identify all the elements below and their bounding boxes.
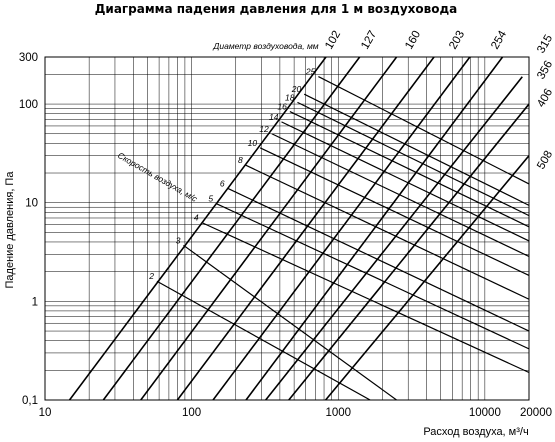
velocity-line-25 — [318, 77, 529, 184]
velocity-label-4: 4 — [193, 212, 199, 223]
diameter-label-203: 203 — [447, 28, 468, 52]
velocity-line-10 — [260, 148, 529, 276]
x-tick-label: 10 — [38, 407, 52, 419]
velocity-label-12: 12 — [259, 123, 269, 134]
chart-title: Диаграмма падения давления для 1 м воздуховода — [94, 2, 458, 16]
diameter-label-356: 356 — [535, 58, 555, 82]
velocity-label-6: 6 — [219, 178, 225, 189]
velocity-line-3 — [183, 245, 396, 400]
diameter-label-254: 254 — [489, 28, 510, 52]
diameter-label-406: 406 — [535, 86, 555, 110]
velocity-label-5: 5 — [208, 193, 214, 204]
velocity-label-2: 2 — [149, 271, 154, 282]
velocity-label-20: 20 — [291, 84, 302, 95]
diameter-label-160: 160 — [403, 28, 424, 52]
x-tick-label: 20000 — [520, 407, 552, 419]
velocity-label-10: 10 — [247, 137, 258, 148]
diameter-label-127: 127 — [359, 28, 380, 52]
series-labels — [148, 28, 555, 281]
velocity-label-16: 16 — [277, 101, 287, 112]
y-tick-label: 0,1 — [22, 395, 38, 407]
diameter-label-315: 315 — [535, 32, 555, 56]
diameter-title: Диаметр воздуховода, мм — [213, 41, 319, 51]
velocity-label-18: 18 — [284, 92, 295, 103]
velocity-label-14: 14 — [268, 111, 279, 122]
diameter-label-508: 508 — [535, 148, 555, 172]
x-axis-label: Расход воздуха, м³/ч — [423, 426, 529, 438]
velocity-label-8: 8 — [238, 155, 243, 166]
y-tick-label: 300 — [18, 52, 38, 64]
y-tick-label: 100 — [18, 99, 38, 112]
y-axis-label: Падение давления, Па — [4, 171, 16, 289]
x-tick-label: 10000 — [468, 407, 501, 419]
x-tick-label: 1000 — [325, 407, 352, 419]
x-tick-label: 100 — [182, 407, 202, 419]
y-tick-label: 1 — [31, 296, 38, 309]
y-tick-label: 10 — [25, 197, 38, 210]
velocity-label-3: 3 — [175, 235, 181, 246]
velocity-line-16 — [290, 112, 529, 227]
diameter-label-102: 102 — [323, 28, 344, 52]
velocity-label-25: 25 — [305, 66, 316, 77]
velocity-title: Скорость воздуха, м/с — [116, 150, 200, 204]
